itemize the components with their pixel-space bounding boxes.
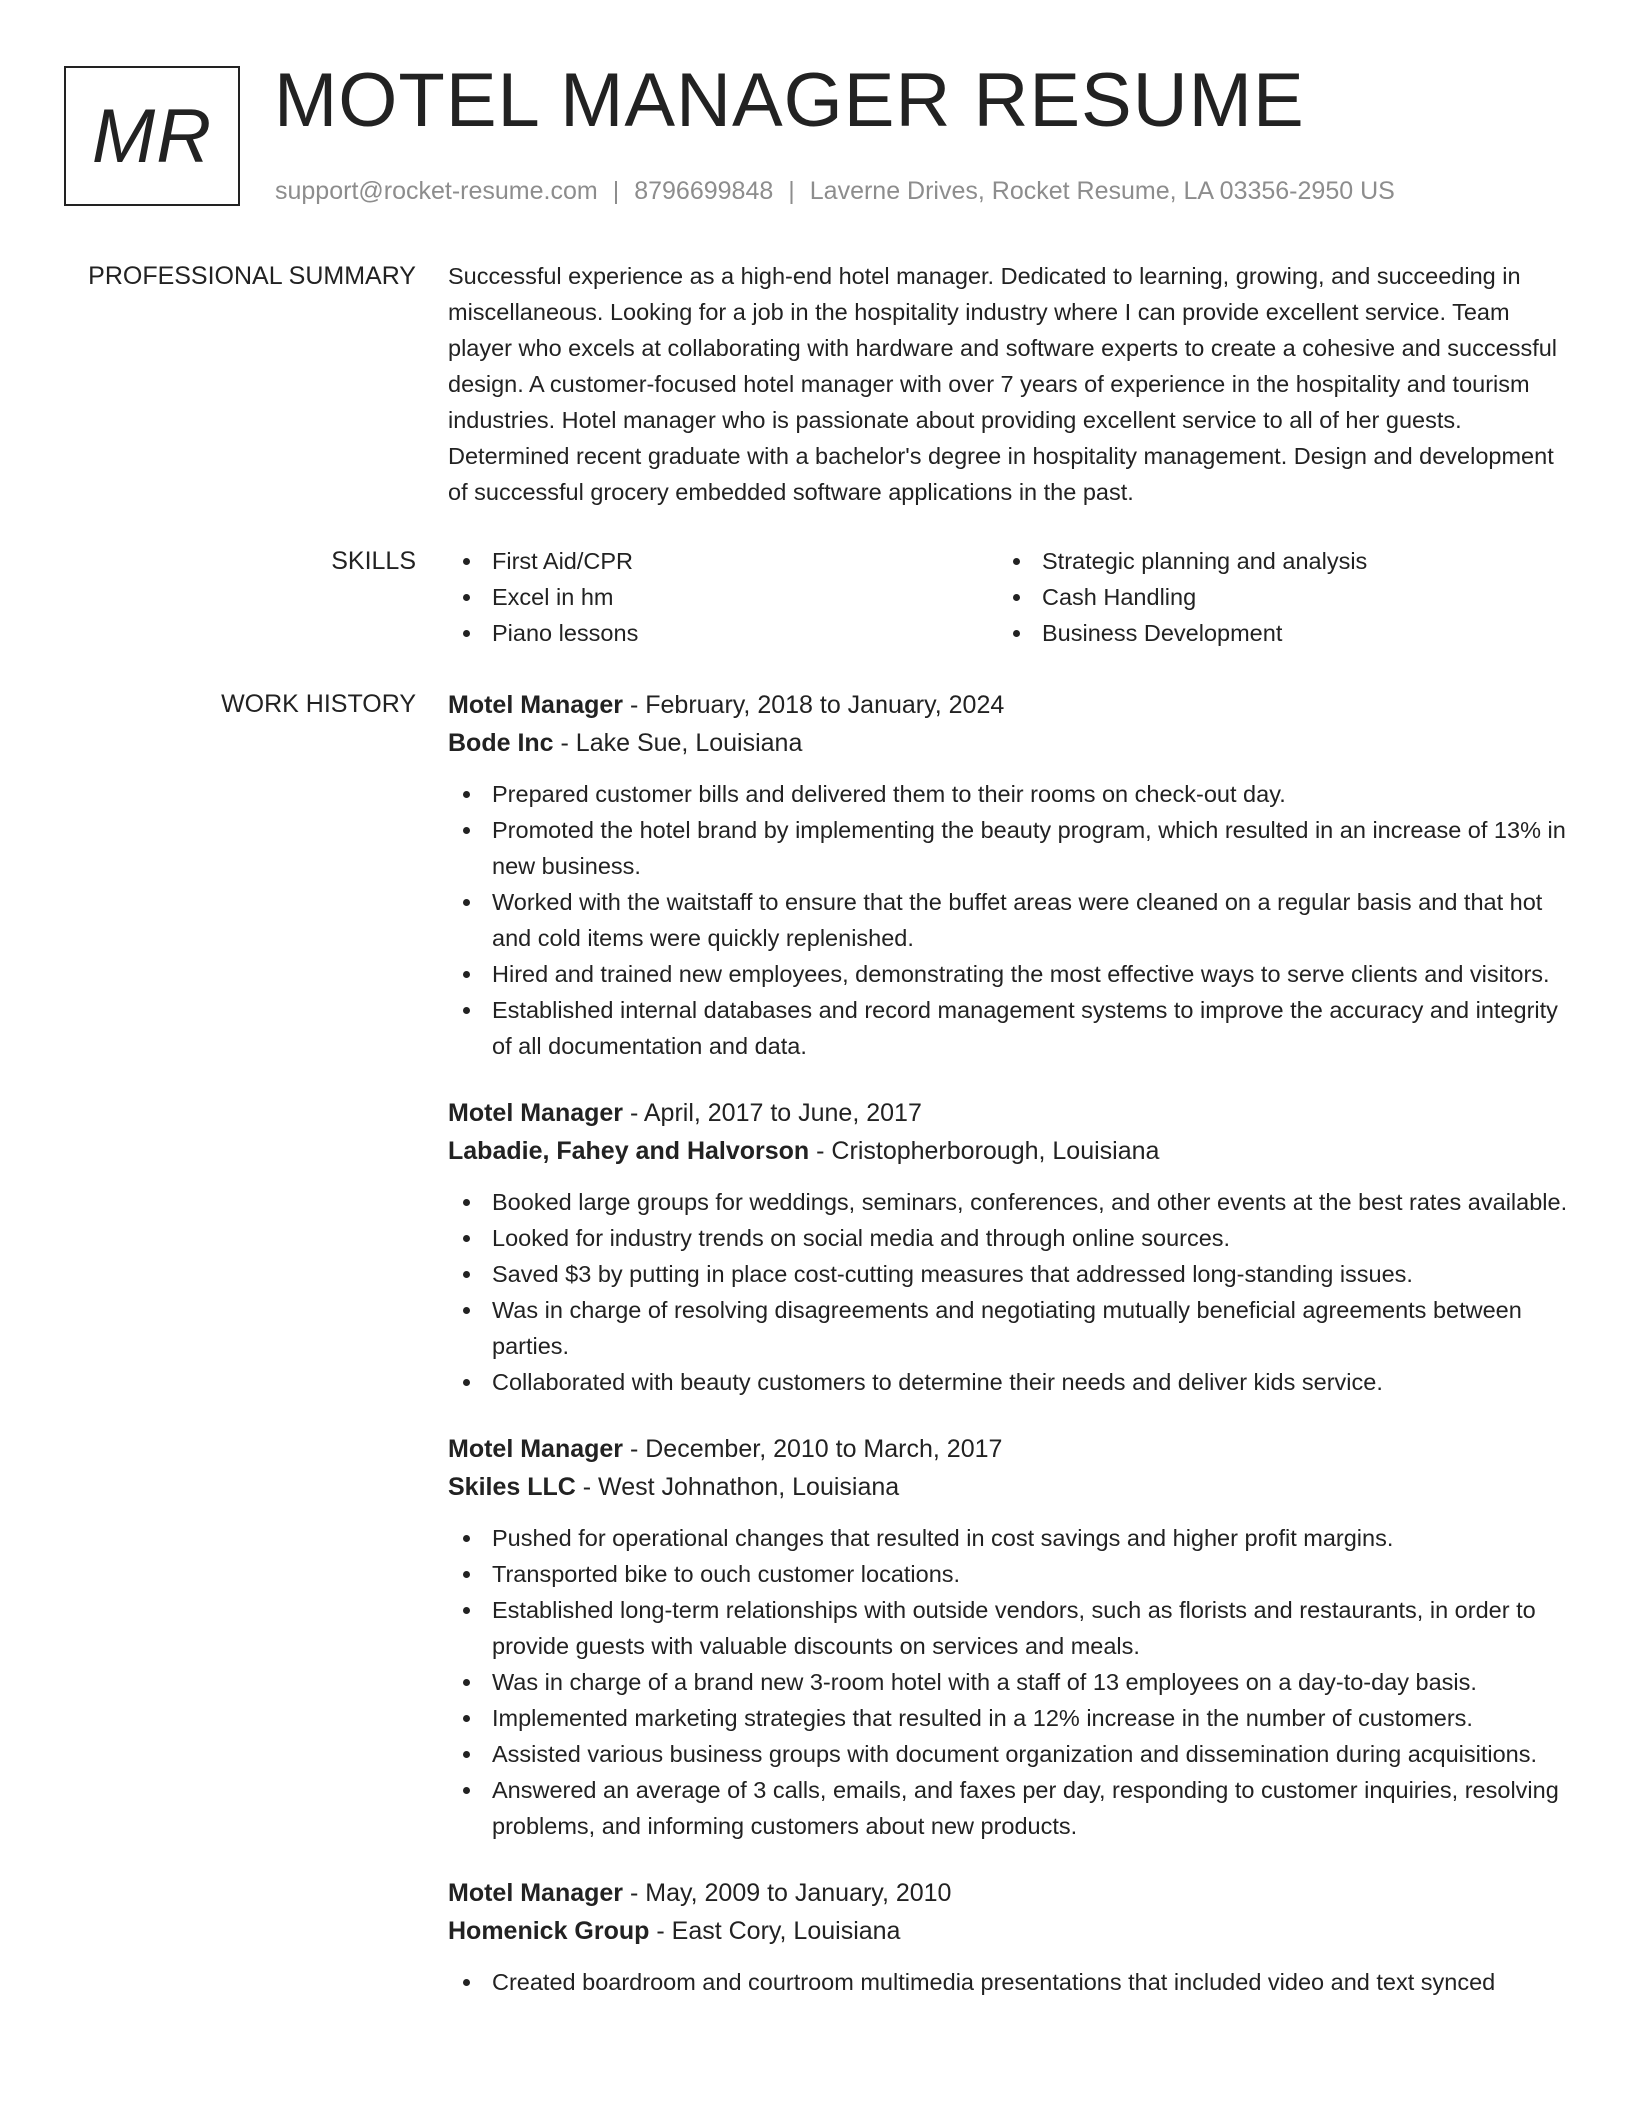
job-company-line [448,1132,1570,1170]
skills-list-left [448,543,998,651]
job-bullet: Implemented marketing strategies that resulted in a 12% increase in the number of customers. [448,1700,1570,1736]
job-company: Homenick Group [448,1917,650,1945]
contact-separator: | [788,177,795,205]
contact-phone: 8796699848 [634,177,774,205]
job-bullet: Answered an average of 3 calls, emails, and faxes per day, responding to customer inquiries, resolving problems, and informing customers about new products. [448,1772,1570,1844]
job-entry [448,686,1570,1064]
skills-heading: SKILLS [331,547,416,575]
resume-title: MOTEL MANAGER RESUME [274,58,1305,143]
job-title-line [448,1874,1570,1912]
job-company: Labadie, Fahey and Halvorson [448,1137,810,1165]
job-bullets [448,1184,1570,1400]
contact-email: support@rocket-resume.com [275,177,598,205]
job-bullets [448,1520,1570,1844]
skill-item: First Aid/CPR [448,543,998,579]
contact-line [275,174,1395,208]
job-bullet: Saved $3 by putting in place cost-cutting measures that addressed long-standing issues. [448,1256,1570,1292]
job-bullet: Assisted various business groups with document organization and dissemination during acquisitions. [448,1736,1570,1772]
job-dates: - December, 2010 to March, 2017 [623,1435,1003,1463]
job-entry [448,1094,1570,1400]
job-title-line [448,1430,1570,1468]
job-bullet: Established internal databases and record management systems to improve the accuracy and integrity of all documentation and data. [448,992,1570,1064]
job-company-line [448,1468,1570,1506]
job-entry [448,1874,1570,2000]
job-bullet: Booked large groups for weddings, seminars, conferences, and other events at the best rates available. [448,1184,1570,1220]
job-bullet: Promoted the hotel brand by implementing the beauty program, which resulted in an increase of 13% in new business. [448,812,1570,884]
job-bullet: Collaborated with beauty customers to determine their needs and deliver kids service. [448,1364,1570,1400]
summary-heading: PROFESSIONAL SUMMARY [88,262,416,290]
job-bullets [448,1964,1570,2000]
job-bullet: Prepared customer bills and delivered them to their rooms on check-out day. [448,776,1570,812]
job-bullet: Established long-term relationships with outside vendors, such as florists and restaurants, in order to provide guests with valuable discounts on services and meals. [448,1592,1570,1664]
job-bullet: Transported bike to ouch customer locations. [448,1556,1570,1592]
work-history-heading: WORK HISTORY [221,690,416,718]
job-title: Motel Manager [448,1435,624,1463]
job-title-line [448,686,1570,724]
contact-separator: | [612,177,620,205]
job-dates: - February, 2018 to January, 2024 [623,691,1005,719]
job-dates: - April, 2017 to June, 2017 [623,1099,922,1127]
job-title: Motel Manager [448,1099,624,1127]
job-title: Motel Manager [448,691,624,719]
skill-item: Business Development [998,615,1548,651]
skill-item: Excel in hm [448,579,998,615]
job-location: - West Johnathon, Louisiana [575,1473,900,1501]
job-bullet: Looked for industry trends on social media and through online sources. [448,1220,1570,1256]
job-company: Skiles LLC [448,1473,576,1501]
job-bullet: Was in charge of resolving disagreements and negotiating mutually beneficial agreements between parties. [448,1292,1570,1364]
job-company-line [448,1912,1570,1950]
skills-list-right [998,543,1548,651]
job-bullet: Was in charge of a brand new 3-room hotel with a staff of 13 employees on a day-to-day basis. [448,1664,1570,1700]
job-bullet: Hired and trained new employees, demonstrating the most effective ways to serve clients and visitors. [448,956,1570,992]
job-location: - Lake Sue, Louisiana [553,729,803,757]
skill-item: Cash Handling [998,579,1548,615]
job-location: - East Cory, Louisiana [649,1917,901,1945]
monogram-logo: MR [64,66,240,206]
job-company-line [448,724,1570,762]
job-company: Bode Inc [448,729,554,757]
job-bullet: Worked with the waitstaff to ensure that the buffet areas were cleaned on a regular basis and that hot and cold items were quickly replenished. [448,884,1570,956]
job-entry [448,1430,1570,1844]
job-title: Motel Manager [448,1879,624,1907]
job-dates: - May, 2009 to January, 2010 [623,1879,952,1907]
job-bullets [448,776,1570,1064]
skill-item: Strategic planning and analysis [998,543,1548,579]
skill-item: Piano lessons [448,615,998,651]
job-location: - Cristopherborough, Louisiana [809,1137,1160,1165]
job-title-line [448,1094,1570,1132]
job-bullet: Pushed for operational changes that resulted in cost savings and higher profit margins. [448,1520,1570,1556]
contact-address: Laverne Drives, Rocket Resume, LA 03356-2950 US [809,177,1395,205]
job-bullet: Created boardroom and courtroom multimedia presentations that included video and text synced [448,1964,1570,2000]
summary-text: Successful experience as a high-end hotel manager. Dedicated to learning, growing, and succeeding in miscellaneous. Looking for a job in the hospitality industry where I can provide excellent service. Team player who excels at collaborating with hardware and software experts to create a cohesive and successful design. A customer-focused hotel manager with over 7 years of experience in the hospitality and tourism industries. Hotel manager who is passionate about providing excellent service to all of her guests. Determined recent graduate with a bachelor's degree in hospitality management. Design and development of successful grocery embedded software applications in the past. [448,263,1558,505]
